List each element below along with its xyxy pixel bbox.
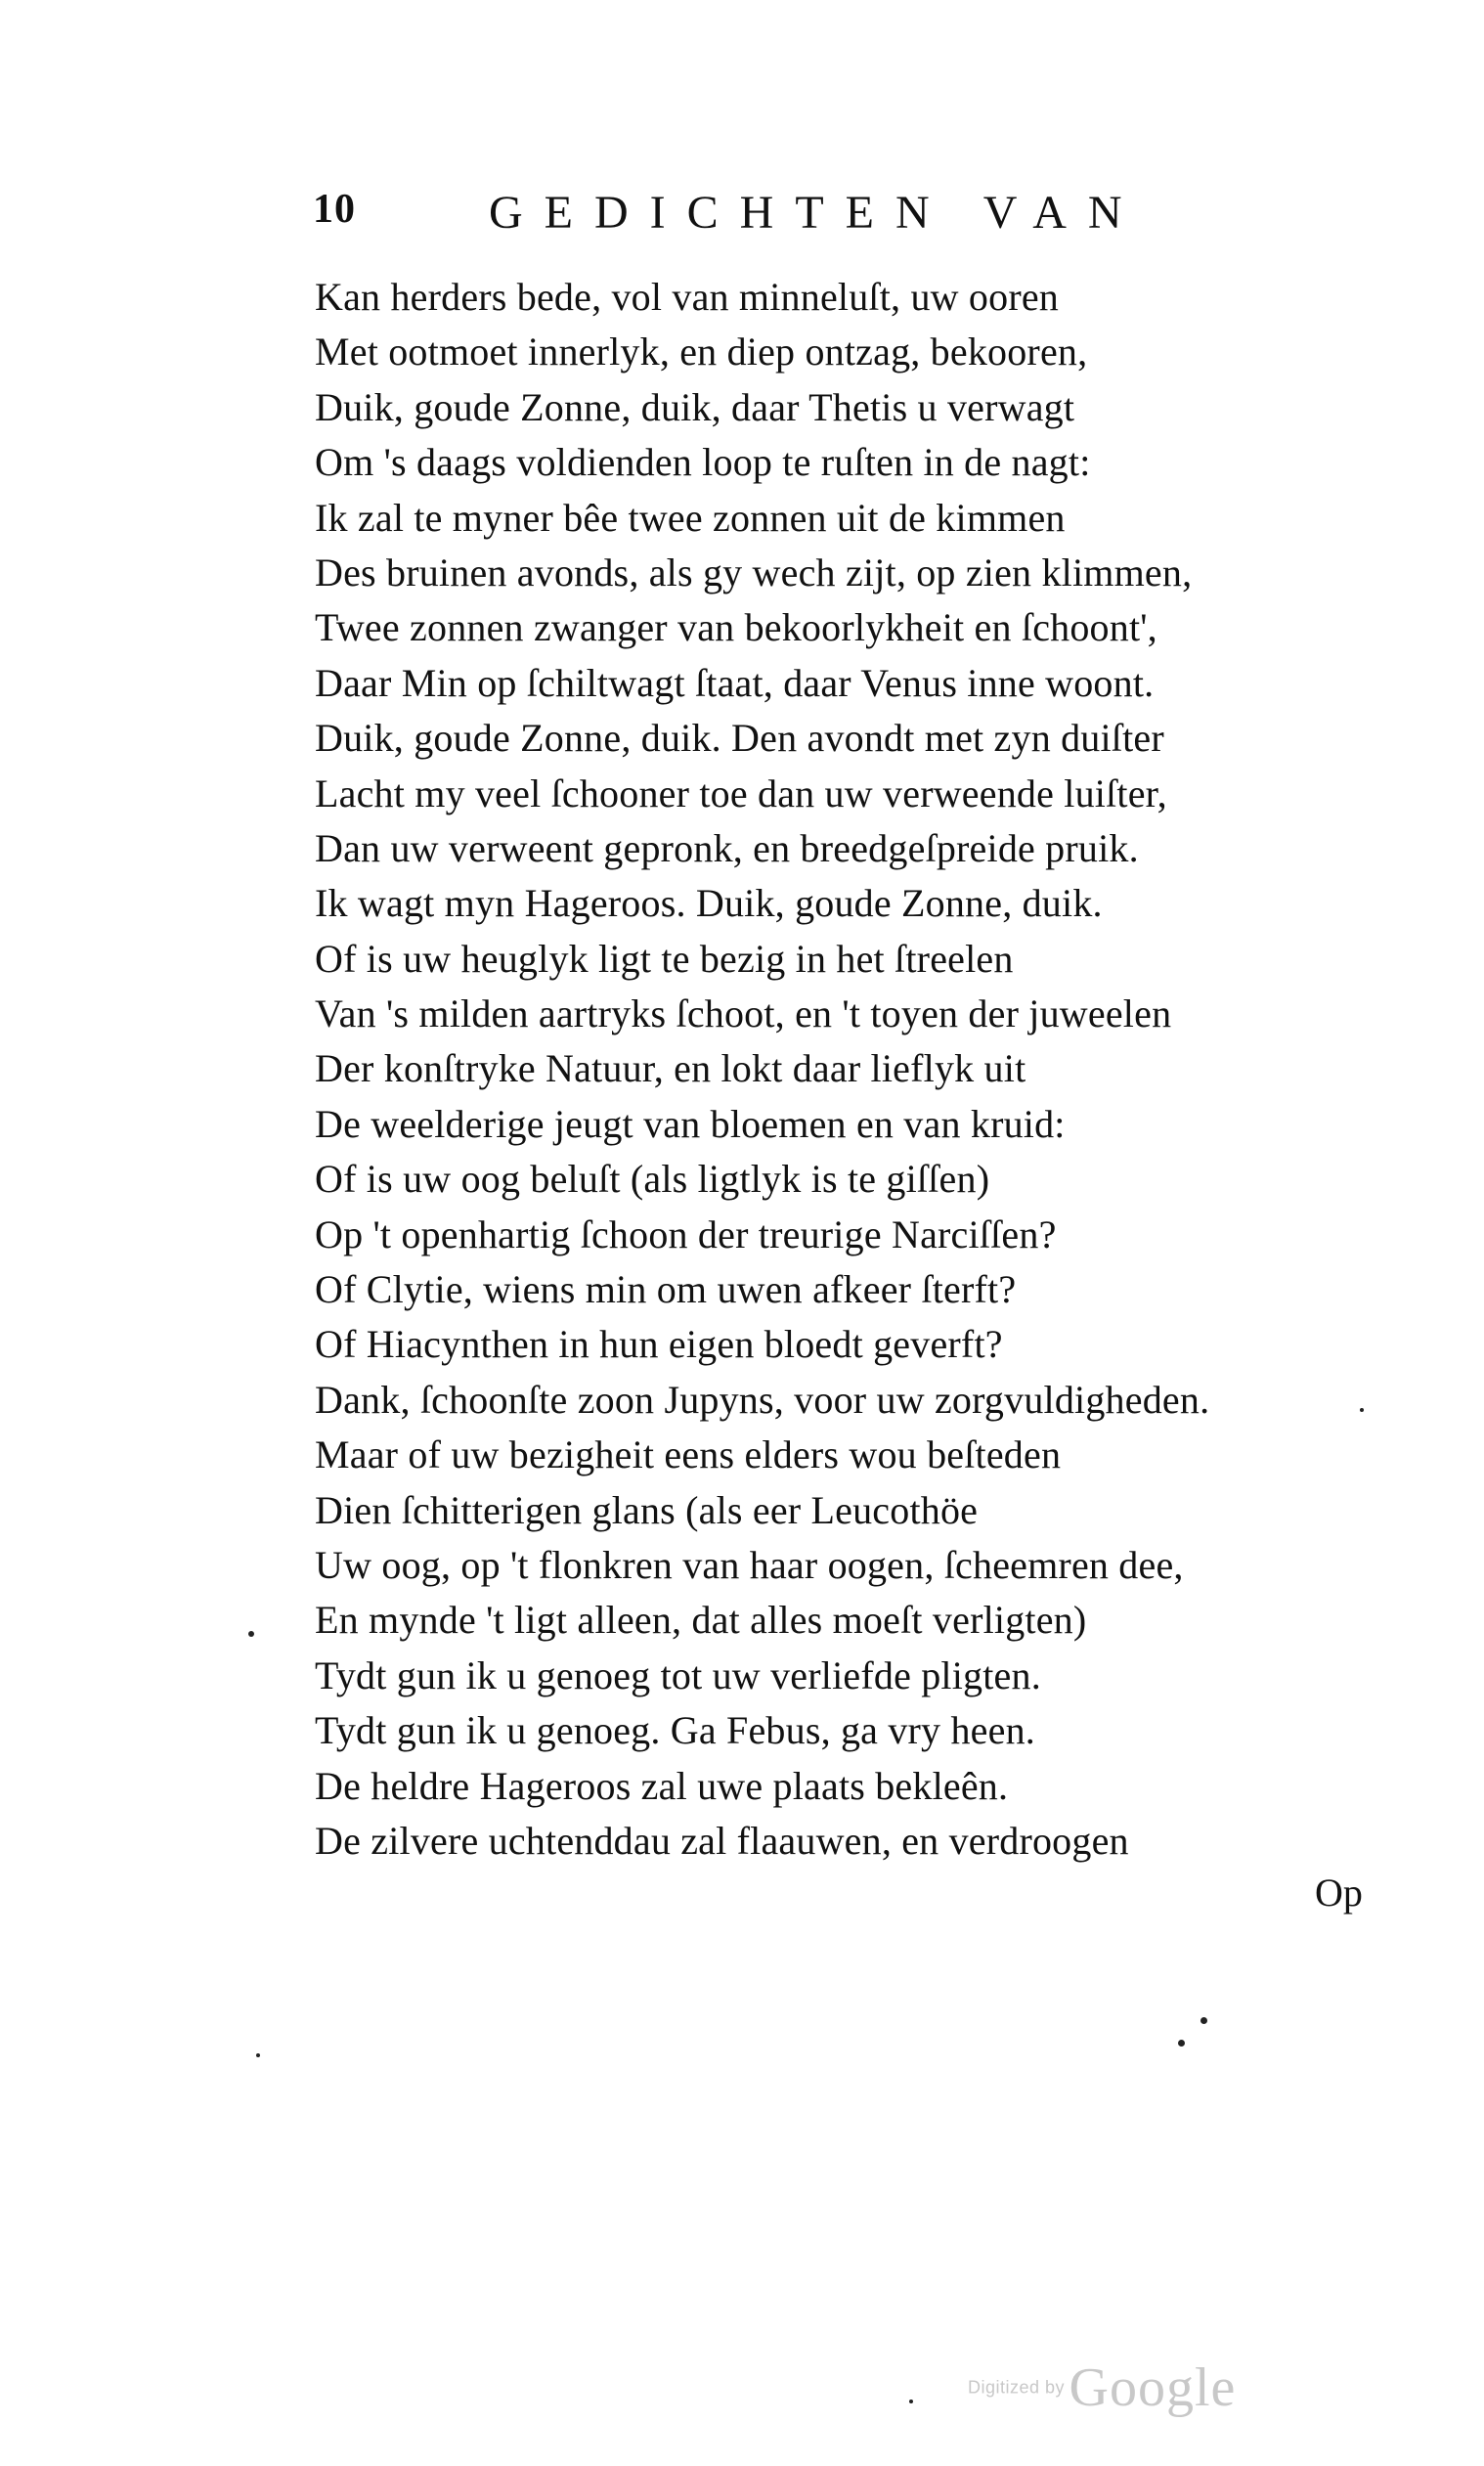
poem-line: Daar Min op ſchiltwagt ſtaat, daar Venus inne woont. [315, 660, 1155, 705]
scan-speck [1200, 2017, 1207, 2024]
poem-line: Dien ſchitterigen glans (als eer Leucothöe [315, 1487, 979, 1532]
poem-line: Duik, goude Zonne, duik. Den avondt met zyn duiſter [315, 716, 1164, 761]
watermark-brand: Google [1069, 2357, 1237, 2418]
page-header [313, 186, 1271, 254]
digitized-watermark [968, 2356, 1236, 2419]
poem-line: Des bruinen avonds, als gy wech zijt, op zien klimmen, [315, 550, 1193, 594]
poem-line: Op 't openhartig ſchoon der treurige Narciſſen? [315, 1211, 1057, 1256]
watermark-prefix: Digitized by [968, 2377, 1066, 2398]
catchword: Op [1315, 1871, 1363, 1915]
poem-line: Duik, goude Zonne, duik, daar Thetis u verwagt [315, 384, 1075, 429]
poem-line: Met ootmoet innerlyk, en diep ontzag, bekooren, [315, 330, 1088, 374]
poem-line: Dank, ſchoonſte zoon Jupyns, voor uw zorgvuldigheden. [315, 1377, 1210, 1422]
poem-line: Van 's milden aartryks ſchoot, en 't toyen der juweelen [315, 991, 1172, 1036]
poem-line: Of Clytie, wiens min om uwen afkeer ſterft? [315, 1267, 1017, 1312]
poem-line: Lacht my veel ſchooner toe dan uw verweende luiſter, [315, 771, 1167, 815]
poem-line: Twee zonnen zwanger van bekoorlykheit en ſchoont', [315, 605, 1157, 650]
poem-line: De weelderige jeugt van bloemen en van kruid: [315, 1101, 1066, 1146]
poem-line: En mynde 't ligt alleen, dat alles moeſt verligten) [315, 1598, 1087, 1643]
page-number: 10 [313, 187, 356, 232]
poem-line: Om 's daags voldienden loop te ruſten in de nagt: [315, 440, 1091, 485]
poem-line: Dan uw verweent gepronk, en breedgeſpreide pruik. [315, 825, 1139, 870]
poem-line: De heldre Hageroos zal uwe plaats bekleên. [315, 1763, 1009, 1808]
poem-line: Tydt gun ik u genoeg tot uw verliefde pligten. [315, 1652, 1041, 1697]
poem-line: Tydt gun ik u genoeg. Ga Febus, ga vry heen. [315, 1708, 1035, 1753]
poem-line: Ik zal te myner bêe twee zonnen uit de kimmen [315, 495, 1066, 540]
scan-speck [1178, 2040, 1185, 2047]
poem-line: Of is uw oog beluſt (als ligtlyk is te giſſen) [315, 1157, 990, 1202]
poem-line: Ik wagt myn Hageroos. Duik, goude Zonne, duik. [315, 881, 1103, 926]
running-head: GEDICHTEN VAN [489, 187, 1144, 239]
poem-line: De zilvere uchtenddau zal flaauwen, en verdroogen [315, 1818, 1129, 1863]
scan-speck [909, 2400, 913, 2403]
scan-speck [256, 2053, 260, 2057]
scan-speck [248, 1631, 254, 1637]
poem-line: Of is uw heuglyk ligt te bezig in het ſtreelen [315, 936, 1014, 981]
poem-line: Der konſtryke Natuur, en lokt daar lieflyk uit [315, 1046, 1026, 1091]
poem-line: Maar of uw bezigheit eens elders wou beſteden [315, 1432, 1062, 1477]
scan-speck [1360, 1408, 1364, 1412]
poem-line: Kan herders bede, vol van minneluſt, uw ooren [315, 275, 1060, 319]
poem-text [315, 270, 1410, 1869]
poem-line: Of Hiacynthen in hun eigen bloedt geverft? [315, 1322, 1003, 1367]
poem-line: Uw oog, op 't flonkren van haar oogen, ſcheemren dee, [315, 1542, 1184, 1587]
